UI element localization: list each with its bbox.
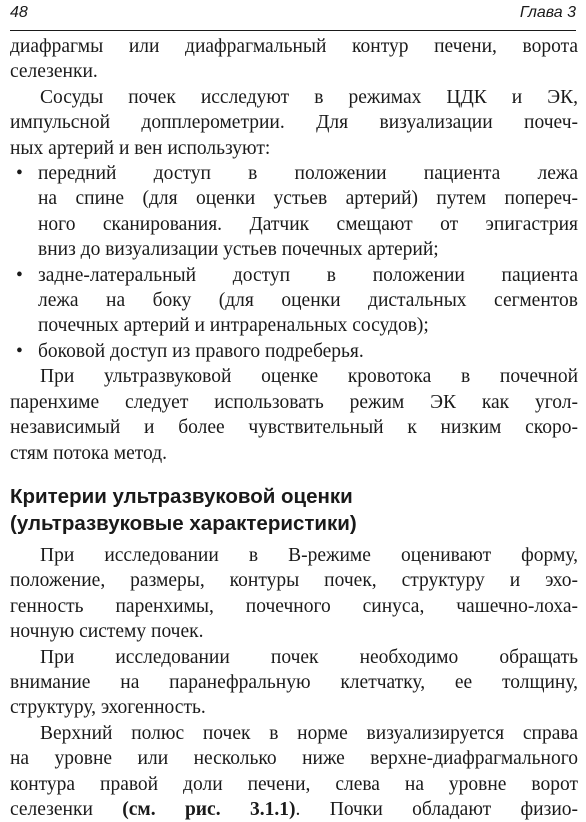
text-line: генность паренхимы, почечного синуса, чашечно-лоха- xyxy=(10,595,578,617)
text-line: боковой доступ из правого подреберья. xyxy=(38,340,364,362)
text-line: вниз до визуализации устьев почечных артерий; xyxy=(38,239,439,261)
paragraph-2 xyxy=(10,85,578,161)
text-line: лежа на боку (для оценки дистальных сегментов xyxy=(38,290,578,312)
text-line: положение, размеры, контуры почек, структуру и эхо- xyxy=(10,570,578,592)
paragraph-3 xyxy=(10,364,578,466)
approach-list xyxy=(10,161,578,364)
text-line: ных артерий и вен используют: xyxy=(10,137,271,159)
list-item xyxy=(10,263,578,339)
text-line: При исследовании в В-режиме оценивают форму, xyxy=(40,544,578,566)
text-run: . Почки обладают физио- xyxy=(295,798,578,820)
text-run: селезенки xyxy=(10,798,123,820)
text-line: селезенки. xyxy=(10,61,98,83)
chapter-title: Глава 3 xyxy=(519,4,576,21)
paragraph-5 xyxy=(10,645,578,721)
text-line: Верхний полюс почек в норме визуализируется справа xyxy=(40,722,578,744)
heading-line: (ультразвуковые характеристики) xyxy=(10,511,357,535)
bullet-icon: • xyxy=(16,264,23,286)
text-line: паренхиме следует использовать режим ЭК как угол- xyxy=(10,391,578,413)
text-line: внимание на паранефральную клетчатку, ее толщину, xyxy=(10,671,578,693)
text-line: ночную систему почек. xyxy=(10,621,204,643)
text-line: При исследовании почек необходимо обращать xyxy=(40,646,578,668)
text-line: почечных артерий и интраренальных сосудов); xyxy=(38,315,429,337)
page-body xyxy=(10,34,578,822)
text-line: ного сканирования. Датчик смещают от эпигастрия xyxy=(38,213,578,235)
text-line: структуру, эхогенность. xyxy=(10,697,206,719)
page-number: 48 xyxy=(10,4,28,21)
text-line: диафрагмы или диафрагмальный контур печени, ворота xyxy=(10,36,578,57)
text-line: контура правой доли печени, слева на уровне ворот xyxy=(10,773,578,795)
text-line: импульсной допплерометрии. Для визуализации почеч- xyxy=(10,112,578,134)
text-line: на спине (для оценки устьев артерий) путем попереч- xyxy=(38,188,578,210)
text-line: Сосуды почек исследуют в режимах ЦДК и ЭК, xyxy=(40,86,578,108)
running-header xyxy=(10,0,576,31)
text-line: задне-латеральный доступ в положении пациента xyxy=(38,264,578,286)
heading-line: Критерии ультразвуковой оценки xyxy=(10,484,353,508)
text-line: независимый и более чувствительный к низким скоро- xyxy=(10,417,578,439)
text-line: передний доступ в положении пациента лежа xyxy=(38,163,578,185)
paragraph-1 xyxy=(10,34,578,85)
list-item xyxy=(10,161,578,263)
bullet-icon: • xyxy=(16,340,23,362)
paragraph-6 xyxy=(10,721,578,822)
list-item xyxy=(10,339,578,364)
bullet-icon: • xyxy=(16,163,23,185)
figure-reference: (см. рис. 3.1.1) xyxy=(122,798,296,820)
text-line xyxy=(10,797,578,822)
text-line: на уровне или несколько ниже верхне-диафрагмального xyxy=(10,748,578,770)
section-heading xyxy=(10,483,578,537)
text-line: стям потока метод. xyxy=(10,442,167,464)
paragraph-4 xyxy=(10,543,578,645)
text-line: При ультразвуковой оценке кровотока в почечной xyxy=(40,366,578,388)
